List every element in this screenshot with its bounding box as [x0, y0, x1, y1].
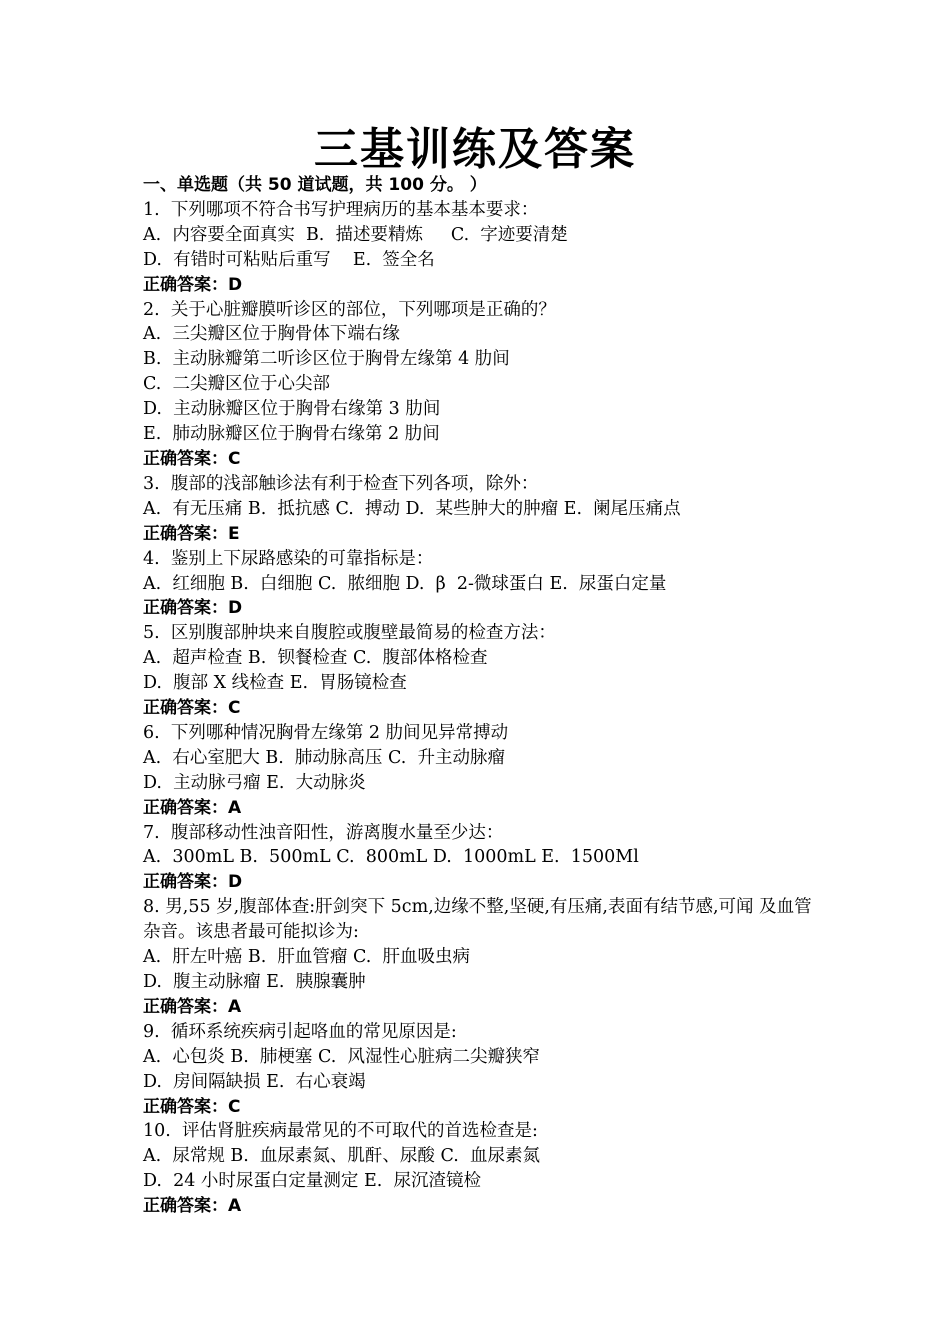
document-title: 三基训练及答案	[314, 124, 636, 175]
answer-line	[143, 870, 823, 895]
question-option: A. 内容要全面真实 B. 描述要精炼 C. 字迹要清楚	[143, 224, 568, 245]
question-stem: 8. 男,55 岁,腹部体查:肝剑突下 5cm,边缘不整,坚硬,有压痛,表面有结节感,可闻 及血管杂音。该患者最可能拟诊为:	[143, 897, 812, 943]
answer-value: E	[228, 523, 240, 544]
answer-line	[143, 696, 823, 721]
answer-label: 正确答案：	[143, 1096, 228, 1117]
answer-line	[143, 447, 823, 472]
question-stem: 7. 腹部移动性浊音阳性，游离腹水量至少达：	[143, 822, 504, 843]
answer-value: D	[228, 274, 243, 295]
answer-line	[143, 596, 823, 621]
question-block	[143, 198, 823, 298]
answer-label: 正确答案：	[143, 1196, 228, 1217]
answer-line	[143, 522, 823, 547]
answer-label: 正确答案：	[143, 274, 228, 295]
answer-line	[143, 995, 823, 1020]
question-option: B. 主动脉瓣第二听诊区位于胸骨左缘第 4 肋间	[143, 349, 510, 370]
answer-value: C	[228, 448, 241, 469]
question-option: D. 有错时可粘贴后重写 E. 签全名	[143, 249, 435, 270]
answer-label: 正确答案：	[143, 797, 228, 818]
question-block	[143, 1119, 823, 1219]
question-block	[143, 621, 823, 721]
question-stem: 9. 循环系统疾病引起咯血的常见原因是:	[143, 1021, 457, 1042]
question-stem: 5. 区别腹部肿块来自腹腔或腹壁最简易的检查方法：	[143, 623, 556, 644]
answer-line	[143, 1194, 823, 1219]
question-block	[143, 821, 823, 896]
question-option: D. 24 小时尿蛋白定量测定 E. 尿沉渣镜检	[143, 1171, 481, 1192]
question-option: A. 肝左叶癌 B. 肝血管瘤 C. 肝血吸虫病	[143, 947, 470, 968]
answer-label: 正确答案：	[143, 698, 228, 719]
question-stem: 2. 关于心脏瓣膜听诊区的部位，下列哪项是正确的？	[143, 299, 556, 320]
answer-line	[143, 1095, 823, 1120]
question-list	[143, 173, 823, 1219]
question-option: A. 尿常规 B. 血尿素氮、肌酐、尿酸 C. 血尿素氮	[143, 1146, 540, 1167]
answer-line	[143, 796, 823, 821]
answer-label: 正确答案：	[143, 448, 228, 469]
question-option: D. 腹主动脉瘤 E. 胰腺囊肿	[143, 972, 366, 992]
question-block	[143, 895, 823, 1020]
question-option: A. 有无压痛 B. 抵抗感 C. 搏动 D. 某些肿大的肿瘤 E. 阑尾压痛点	[143, 498, 681, 519]
answer-label: 正确答案：	[143, 523, 228, 544]
question-option: E. 肺动脉瓣区位于胸骨右缘第 2 肋间	[143, 424, 440, 445]
section-heading: 一、单选题（共 50 道试题，共 100 分。 ）	[143, 175, 487, 195]
question-block	[143, 1020, 823, 1120]
question-stem: 4. 鉴别上下尿路感染的可靠指标是：	[143, 548, 434, 569]
question-option: D. 腹部 X 线检查 E. 胃肠镜检查	[143, 673, 407, 694]
question-stem: 6. 下列哪种情况胸骨左缘第 2 肋间见异常搏动	[143, 722, 509, 743]
question-option: D. 房间隔缺损 E. 右心衰竭	[143, 1071, 366, 1092]
question-option: A. 300mL B. 500mL C. 800mL D. 1000mL E. 1500Ml	[143, 847, 639, 868]
question-block	[143, 547, 823, 622]
question-option: A. 红细胞 B. 白细胞 C. 脓细胞 D. β 2-微球蛋白 E. 尿蛋白定量	[143, 573, 667, 594]
answer-line	[143, 273, 823, 298]
answer-label: 正确答案：	[143, 872, 228, 893]
answer-label: 正确答案：	[143, 996, 228, 1017]
question-block	[143, 721, 823, 821]
question-stem: 3. 腹部的浅部触诊法有利于检查下列各项，除外：	[143, 473, 539, 494]
question-option: A. 心包炎 B. 肺梗塞 C. 风湿性心脏病二尖瓣狭窄	[143, 1046, 540, 1067]
question-stem: 1. 下列哪项不符合书写护理病历的基本基本要求：	[143, 199, 539, 220]
answer-value: C	[228, 1096, 241, 1117]
question-stem: 10. 评估肾脏疾病最常见的不可取代的首选检查是:	[143, 1121, 538, 1142]
question-block	[143, 472, 823, 547]
question-option: D. 主动脉瓣区位于胸骨右缘第 3 肋间	[143, 399, 441, 420]
answer-label: 正确答案：	[143, 598, 228, 619]
answer-value: A	[228, 996, 242, 1017]
answer-value: A	[228, 797, 242, 818]
answer-value: A	[228, 1196, 242, 1217]
question-option: A. 三尖瓣区位于胸骨体下端右缘	[143, 324, 400, 345]
question-option: A. 右心室肥大 B. 肺动脉高压 C. 升主动脉瘤	[143, 747, 505, 768]
answer-value: D	[228, 872, 243, 893]
question-block	[143, 298, 823, 472]
answer-value: C	[228, 698, 241, 719]
question-option: A. 超声检查 B. 钡餐检查 C. 腹部体格检查	[143, 648, 488, 669]
answer-value: D	[228, 598, 243, 619]
question-option: C. 二尖瓣区位于心尖部	[143, 374, 330, 395]
question-option: D. 主动脉弓瘤 E. 大动脉炎	[143, 772, 366, 793]
